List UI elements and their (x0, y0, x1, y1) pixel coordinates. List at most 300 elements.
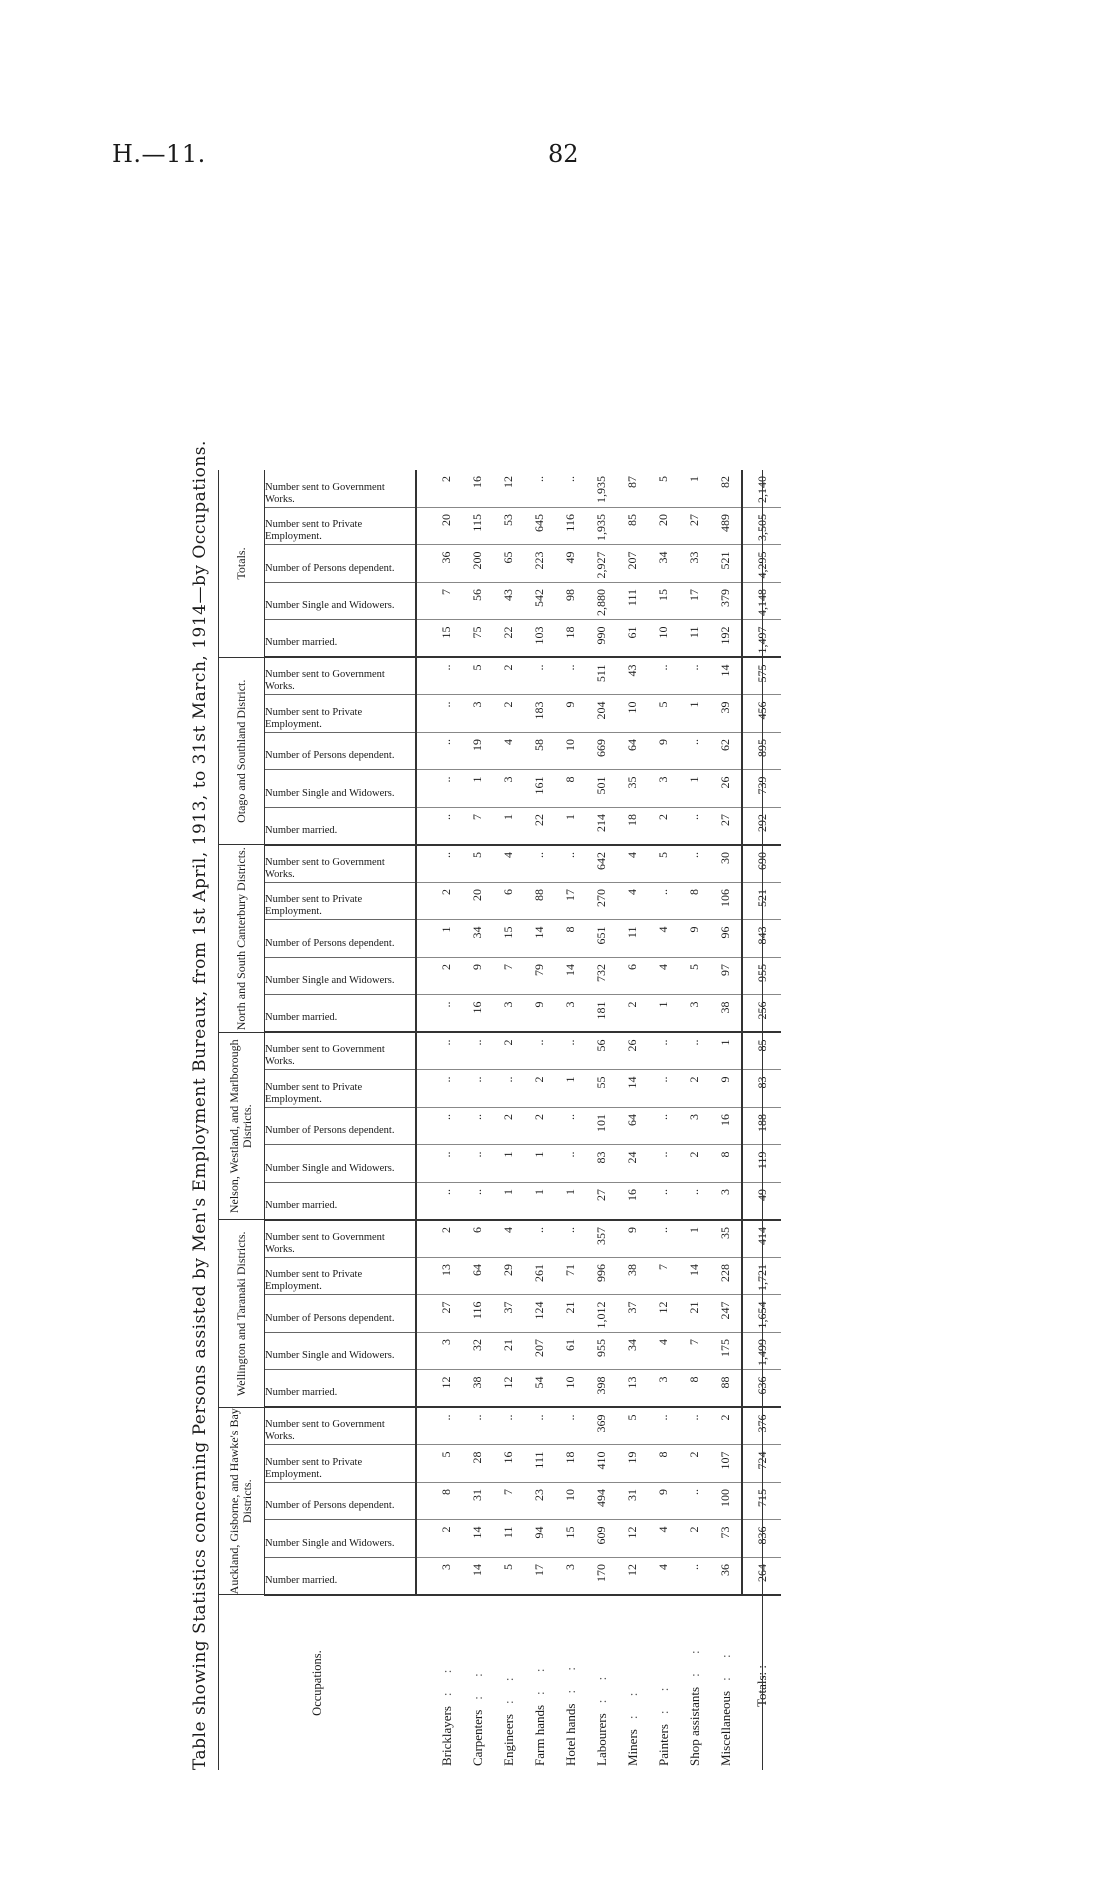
value-cell: 1 (462, 770, 493, 808)
value-cell: 38 (710, 995, 742, 1033)
total-value-cell: 3,505 (742, 508, 781, 546)
group-header: Wellington and Taranaki Districts. (218, 1220, 265, 1408)
value-cell: 645 (524, 508, 555, 546)
value-cell: 6 (617, 958, 648, 996)
value-cell: .. (524, 845, 555, 883)
value-cell: 31 (462, 1483, 493, 1521)
statistics-table (218, 470, 781, 1770)
value-cell: 30 (710, 845, 742, 883)
value-cell: .. (431, 1183, 462, 1221)
value-cell: 2 (648, 808, 679, 846)
value-cell: 2 (524, 1070, 555, 1108)
spacer-cell (416, 1370, 431, 1408)
group-header: North and South Canterbury Districts. (218, 845, 265, 1033)
value-cell: 270 (586, 883, 617, 921)
column-subheader (265, 658, 417, 696)
column-subheader-label: Number sent to Private Employment. (265, 894, 363, 918)
value-cell: 12 (617, 1520, 648, 1558)
group-header: Otago and Southland District. (218, 658, 265, 846)
value-cell: 98 (555, 583, 586, 621)
table-row (617, 470, 648, 1770)
value-cell: 24 (617, 1145, 648, 1183)
value-cell: 21 (679, 1295, 710, 1333)
value-cell: 3 (493, 770, 524, 808)
value-cell: 6 (493, 883, 524, 921)
totals-label-cell (742, 1595, 781, 1770)
value-cell: 4 (648, 958, 679, 996)
column-subheader-label: Number sent to Government Works. (265, 857, 385, 880)
spacer-cell (416, 1520, 431, 1558)
value-cell: 7 (648, 1258, 679, 1296)
total-value-cell: 85 (742, 1033, 781, 1071)
value-cell: 10 (555, 733, 586, 771)
spacer-cell (416, 583, 431, 621)
total-value-cell: 690 (742, 845, 781, 883)
value-cell: 31 (617, 1483, 648, 1521)
total-value-cell: 715 (742, 1483, 781, 1521)
table-body (416, 470, 781, 1770)
column-subheader-label: Number married. (265, 637, 338, 649)
value-cell: 12 (493, 470, 524, 508)
spacer-cell (416, 958, 431, 996)
spacer-cell (416, 770, 431, 808)
value-cell: 27 (431, 1295, 462, 1333)
value-cell: 20 (462, 883, 493, 921)
value-cell: 61 (555, 1333, 586, 1371)
value-cell: 101 (586, 1108, 617, 1146)
value-cell: 10 (555, 1370, 586, 1408)
value-cell: .. (679, 1558, 710, 1596)
value-cell: 65 (493, 545, 524, 583)
leader-dots: : : (686, 1642, 702, 1677)
spacer-cell (416, 1145, 431, 1183)
value-cell: 996 (586, 1258, 617, 1296)
column-subheader-label: Number sent to Government Works. (265, 1044, 385, 1068)
value-cell: 5 (648, 470, 679, 508)
value-cell: 204 (586, 695, 617, 733)
column-subheader (265, 1145, 417, 1183)
value-cell: 1 (493, 1145, 524, 1183)
spacer-cell (416, 658, 431, 696)
value-cell: 23 (524, 1483, 555, 1521)
value-cell: 2 (617, 995, 648, 1033)
value-cell: 8 (431, 1483, 462, 1521)
value-cell: 33 (679, 545, 710, 583)
value-cell: 12 (617, 1558, 648, 1596)
column-subheader-label: Number of Persons dependent. (265, 750, 395, 762)
column-subheader-label: Number sent to Private Employment. (265, 707, 363, 730)
value-cell: .. (524, 1408, 555, 1446)
value-cell: 3 (555, 995, 586, 1033)
value-cell: 26 (710, 770, 742, 808)
total-value-cell: 264 (742, 1558, 781, 1596)
occupation-cell (710, 1595, 742, 1770)
total-value-cell: 895 (742, 733, 781, 771)
value-cell: 16 (493, 1445, 524, 1483)
value-cell: 4 (617, 883, 648, 921)
value-cell: 5 (679, 958, 710, 996)
total-value-cell: 4,148 (742, 583, 781, 621)
value-cell: 14 (679, 1258, 710, 1296)
value-cell: 71 (555, 1258, 586, 1296)
value-cell: 55 (586, 1070, 617, 1108)
value-cell: 369 (586, 1408, 617, 1446)
total-value-cell: 955 (742, 958, 781, 996)
value-cell: 3 (493, 995, 524, 1033)
value-cell: 3 (648, 1370, 679, 1408)
total-value-cell: 4,295 (742, 545, 781, 583)
column-subheader (265, 1333, 417, 1371)
occupation-label: Hotel hands (562, 1703, 578, 1766)
value-cell: 34 (648, 545, 679, 583)
value-cell: 64 (617, 733, 648, 771)
value-cell: 13 (617, 1370, 648, 1408)
value-cell: 37 (617, 1295, 648, 1333)
value-cell: 22 (493, 620, 524, 658)
value-cell: .. (431, 1033, 462, 1071)
value-cell: 2 (679, 1070, 710, 1108)
occupation-label: Farm hands (531, 1704, 547, 1766)
value-cell: 398 (586, 1370, 617, 1408)
occupation-label: Miners (624, 1729, 640, 1766)
column-subheader-label: Number sent to Government Works. (265, 1232, 385, 1255)
value-cell: 1,935 (586, 470, 617, 508)
group-header: Nelson, Westland, and Marlborough Districts. (218, 1033, 265, 1221)
value-cell: 181 (586, 995, 617, 1033)
value-cell: .. (679, 658, 710, 696)
value-cell: 4 (648, 920, 679, 958)
value-cell: 88 (710, 1370, 742, 1408)
value-cell: 10 (648, 620, 679, 658)
value-cell: 2 (431, 958, 462, 996)
value-cell: 2 (710, 1408, 742, 1446)
value-cell: 18 (617, 808, 648, 846)
column-subheader (265, 1370, 417, 1408)
value-cell: 4 (648, 1520, 679, 1558)
value-cell: 8 (555, 770, 586, 808)
table-row (586, 470, 617, 1770)
value-cell: 16 (710, 1108, 742, 1146)
value-cell: 357 (586, 1220, 617, 1258)
occupation-cell (493, 1595, 524, 1770)
column-subheader (265, 883, 417, 921)
value-cell: 7 (679, 1333, 710, 1371)
value-cell: 1,012 (586, 1295, 617, 1333)
value-cell: 18 (555, 1445, 586, 1483)
value-cell: 183 (524, 695, 555, 733)
column-subheader (265, 1408, 417, 1446)
value-cell: .. (555, 1033, 586, 1071)
table-row (431, 470, 462, 1770)
total-value-cell: 414 (742, 1220, 781, 1258)
value-cell: 669 (586, 733, 617, 771)
occupation-cell (431, 1595, 462, 1770)
column-subheader-label: Number Single and Widowers. (265, 1538, 395, 1549)
value-cell: 35 (710, 1220, 742, 1258)
value-cell: 17 (555, 883, 586, 921)
value-cell: 10 (617, 695, 648, 733)
value-cell: .. (648, 1220, 679, 1258)
value-cell: 2 (431, 883, 462, 921)
column-subheader-label: Number of Persons dependent. (265, 938, 395, 949)
value-cell: 732 (586, 958, 617, 996)
value-cell: .. (431, 808, 462, 846)
value-cell: 5 (648, 845, 679, 883)
column-subheader (265, 1183, 417, 1221)
occupation-cell (617, 1595, 648, 1770)
value-cell: 75 (462, 620, 493, 658)
value-cell: 223 (524, 545, 555, 583)
spacer-cell (416, 1445, 431, 1483)
value-cell: 39 (710, 695, 742, 733)
spacer-cell (416, 695, 431, 733)
value-cell: 53 (493, 508, 524, 546)
value-cell: .. (462, 1033, 493, 1071)
value-cell: .. (524, 658, 555, 696)
value-cell: 7 (462, 808, 493, 846)
value-cell: 43 (493, 583, 524, 621)
value-cell: 2 (493, 658, 524, 696)
table-row (462, 470, 493, 1770)
total-value-cell: 1,497 (742, 620, 781, 658)
value-cell: 8 (555, 920, 586, 958)
value-cell: 7 (431, 583, 462, 621)
occupation-cell (679, 1595, 710, 1770)
column-subheader (265, 1258, 417, 1296)
table-title: Table showing Statistics concerning Persons assisted by Men's Employment Bureaux, from 1st April, 1913, to 31st March, 1914—by Occupations. (190, 440, 210, 1770)
value-cell: 96 (710, 920, 742, 958)
leader-dots: : : (655, 1679, 671, 1715)
column-subheader-label: Number sent to Private Employment. (265, 519, 363, 543)
value-cell: 36 (431, 545, 462, 583)
spacer-cell (416, 1183, 431, 1221)
value-cell: .. (679, 1483, 710, 1521)
value-cell: 9 (555, 695, 586, 733)
column-subheader (265, 1108, 417, 1146)
column-subheader (265, 995, 417, 1033)
group-header: Auckland, Gisborne, and Hawke's Bay Districts. (218, 1408, 265, 1596)
value-cell: 214 (586, 808, 617, 846)
column-subheader (265, 1070, 417, 1108)
total-value-cell: 575 (742, 658, 781, 696)
column-subheader (265, 1558, 417, 1596)
value-cell: 1 (679, 695, 710, 733)
value-cell: .. (679, 845, 710, 883)
value-cell: .. (679, 733, 710, 771)
spacer-cell (416, 883, 431, 921)
column-subheader-label: Number married. (265, 1387, 338, 1399)
value-cell: .. (431, 770, 462, 808)
value-cell: 247 (710, 1295, 742, 1333)
total-value-cell: 83 (742, 1070, 781, 1108)
value-cell: 8 (648, 1445, 679, 1483)
value-cell: .. (679, 1408, 710, 1446)
total-value-cell: 739 (742, 770, 781, 808)
spacer-cell (416, 1220, 431, 1258)
value-cell: 43 (617, 658, 648, 696)
value-cell: 14 (617, 1070, 648, 1108)
value-cell: .. (524, 1033, 555, 1071)
leader-dots: : : (562, 1659, 578, 1694)
value-cell: 21 (555, 1295, 586, 1333)
column-subheader (265, 1520, 417, 1558)
value-cell: 20 (431, 508, 462, 546)
value-cell: 1 (710, 1033, 742, 1071)
value-cell: 7 (493, 958, 524, 996)
column-subheader (265, 1295, 417, 1333)
value-cell: 2 (679, 1445, 710, 1483)
occupation-cell (555, 1595, 586, 1770)
value-cell: 16 (462, 470, 493, 508)
value-cell: 4 (493, 1220, 524, 1258)
column-subheader (265, 695, 417, 733)
total-value-cell: 1,499 (742, 1333, 781, 1371)
rotated-table-area (190, 440, 769, 1770)
value-cell: 16 (462, 995, 493, 1033)
table-row (679, 470, 710, 1770)
subheader-row (265, 470, 417, 1770)
value-cell: .. (648, 1408, 679, 1446)
occupation-label: Labourers (593, 1713, 609, 1766)
value-cell: 2 (524, 1108, 555, 1146)
value-cell: 192 (710, 620, 742, 658)
value-cell: .. (648, 1033, 679, 1071)
total-value-cell: 292 (742, 808, 781, 846)
value-cell: .. (462, 1183, 493, 1221)
value-cell: .. (431, 1070, 462, 1108)
value-cell: 18 (555, 620, 586, 658)
value-cell: 3 (431, 1333, 462, 1371)
value-cell: .. (648, 1108, 679, 1146)
value-cell: 609 (586, 1520, 617, 1558)
value-cell: 161 (524, 770, 555, 808)
column-subheader (265, 583, 417, 621)
value-cell: 542 (524, 583, 555, 621)
totals-row (742, 470, 781, 1770)
value-cell: 261 (524, 1258, 555, 1296)
value-cell: 3 (462, 695, 493, 733)
value-cell: 73 (710, 1520, 742, 1558)
value-cell: 1 (679, 770, 710, 808)
value-cell: 9 (710, 1070, 742, 1108)
leader-dots: : : (531, 1660, 547, 1695)
spacer-cell (416, 1108, 431, 1146)
total-value-cell: 843 (742, 920, 781, 958)
value-cell: 3 (648, 770, 679, 808)
value-cell: 501 (586, 770, 617, 808)
value-cell: 1 (524, 1183, 555, 1221)
occupations-header (218, 1595, 416, 1770)
value-cell: 20 (648, 508, 679, 546)
column-subheader (265, 808, 417, 846)
value-cell: 2,927 (586, 545, 617, 583)
total-value-cell: 376 (742, 1408, 781, 1446)
value-cell: .. (524, 1220, 555, 1258)
spacer-cell (416, 1408, 431, 1446)
value-cell: .. (493, 1408, 524, 1446)
value-cell: .. (555, 470, 586, 508)
total-value-cell: 836 (742, 1520, 781, 1558)
value-cell: .. (431, 995, 462, 1033)
value-cell: 2,880 (586, 583, 617, 621)
column-subheader-label: Number sent to Government Works. (265, 669, 385, 693)
value-cell: 9 (679, 920, 710, 958)
value-cell: .. (555, 1408, 586, 1446)
value-cell: .. (462, 1408, 493, 1446)
value-cell: 14 (710, 658, 742, 696)
occupation-label: Carpenters (469, 1709, 485, 1766)
value-cell: 54 (524, 1370, 555, 1408)
value-cell: 5 (617, 1408, 648, 1446)
value-cell: 61 (617, 620, 648, 658)
spacer-cell (416, 1033, 431, 1071)
value-cell: .. (648, 1183, 679, 1221)
spacer-row (416, 470, 431, 1770)
spacer-cell (416, 733, 431, 771)
value-cell: 15 (493, 920, 524, 958)
value-cell: 1 (524, 1145, 555, 1183)
occupation-cell (524, 1595, 555, 1770)
value-cell: 17 (524, 1558, 555, 1596)
column-subheader-label: Number Single and Widowers. (265, 788, 395, 799)
value-cell: 9 (617, 1220, 648, 1258)
value-cell: 8 (710, 1145, 742, 1183)
occupation-cell (586, 1595, 617, 1770)
spacer-cell (416, 545, 431, 583)
value-cell: .. (648, 1070, 679, 1108)
page-reference: H.—11. (112, 140, 206, 168)
spacer-cell (416, 1295, 431, 1333)
value-cell: 170 (586, 1558, 617, 1596)
value-cell: 32 (462, 1333, 493, 1371)
value-cell: 2 (431, 1520, 462, 1558)
value-cell: 116 (555, 508, 586, 546)
value-cell: .. (431, 1145, 462, 1183)
value-cell: 12 (431, 1370, 462, 1408)
column-subheader-label: Number Single and Widowers. (265, 600, 395, 612)
leader-dots: : : (438, 1661, 454, 1697)
value-cell: 115 (462, 508, 493, 546)
value-cell: 64 (617, 1108, 648, 1146)
value-cell: 5 (648, 695, 679, 733)
leader-dots: : : (500, 1669, 516, 1705)
value-cell: .. (493, 1070, 524, 1108)
value-cell: .. (555, 1220, 586, 1258)
value-cell: .. (462, 1145, 493, 1183)
value-cell: 1 (679, 470, 710, 508)
leader-dots: : : (718, 1646, 733, 1681)
value-cell: 85 (617, 508, 648, 546)
value-cell: 3 (710, 1183, 742, 1221)
value-cell: 228 (710, 1258, 742, 1296)
value-cell: .. (679, 1033, 710, 1071)
leader-dots: : : (469, 1665, 485, 1700)
value-cell: 200 (462, 545, 493, 583)
spacer-cell (416, 845, 431, 883)
column-subheader (265, 620, 417, 658)
value-cell: 14 (462, 1520, 493, 1558)
value-cell: 34 (617, 1333, 648, 1371)
column-subheader (265, 470, 417, 508)
column-subheader-label: Number Single and Widowers. (265, 1350, 395, 1362)
value-cell: 27 (586, 1183, 617, 1221)
column-subheader-label: Number of Persons dependent. (265, 1125, 395, 1137)
column-subheader-label: Number sent to Private Employment. (265, 1269, 363, 1293)
column-subheader (265, 733, 417, 771)
table-row (710, 470, 742, 1770)
value-cell: 1 (555, 808, 586, 846)
value-cell: 16 (617, 1183, 648, 1221)
